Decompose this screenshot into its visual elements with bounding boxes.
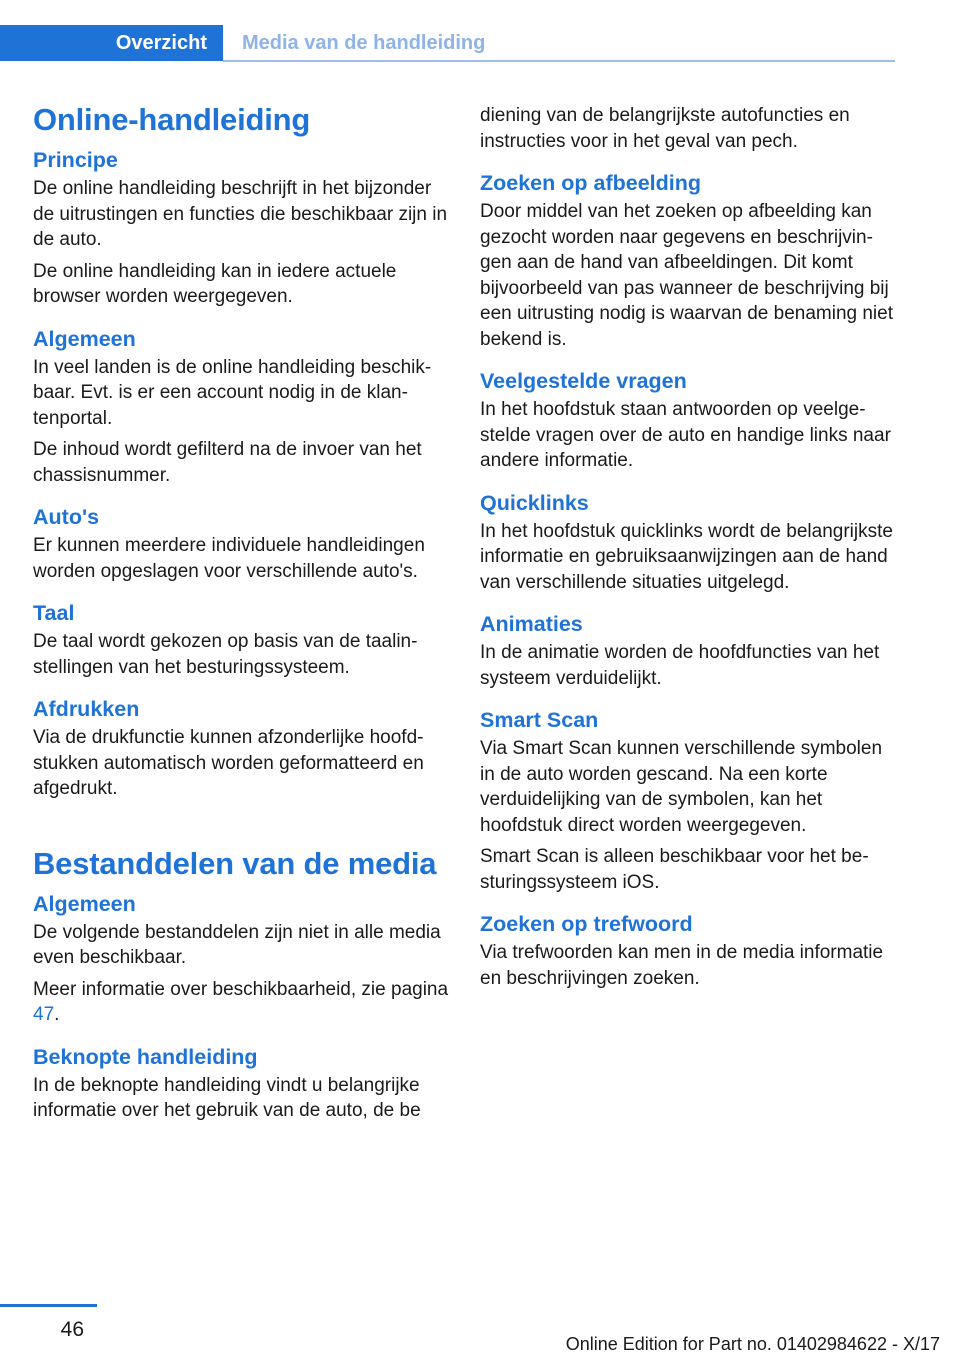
paragraph-zoeken-op-afbeelding: Door middel van het zoeken op afbeelding kan gezocht worden naar gegevens en beschrijvingen aan de hand van afbeeldingen. Dit komt bijvoorbeeld van pas wanneer de beschrijving bij een uitrusting nodig is waarvan de benaming niet bekend is. — [480, 201, 893, 350]
heading-smart-scan: Smart Scan — [480, 708, 599, 732]
heading-online-handleiding: Online-handleiding — [33, 102, 311, 137]
heading-algemeen-bestanddelen: Algemeen — [33, 891, 136, 916]
right-column — [480, 103, 896, 991]
page-number: 46 — [60, 1318, 84, 1341]
heading-taal: Taal — [33, 601, 75, 625]
header-divider — [223, 60, 895, 62]
paragraph-autos: Er kunnen meerdere individuele handleidingen worden opgeslagen voor verschillende auto's. — [33, 535, 425, 582]
page-reference-link[interactable]: 47 — [33, 1004, 55, 1025]
heading-principe: Principe — [33, 148, 118, 172]
paragraph-principe-1: De online handleiding beschrijft in het bijzonder de uitrustingen en functies die beschikbaar zijn in de auto. — [33, 178, 448, 250]
paragraph-quicklinks: In het hoofdstuk quicklinks wordt de belangrijkste informatie en gebruiksaanwijzingen aan de hand van verschillende situaties uitgelegd. — [480, 520, 893, 593]
paragraph-principe-2: De online handleiding kan in iedere actuele browser worden weergegeven. — [33, 260, 397, 307]
heading-zoeken-op-afbeelding: Zoeken op afbeelding — [480, 171, 701, 195]
heading-veelgestelde-vragen: Veelgestelde vragen — [480, 369, 687, 393]
heading-zoeken-op-trefwoord: Zoeken op trefwoord — [480, 912, 693, 936]
tab-overzicht[interactable]: Overzicht — [0, 25, 223, 61]
paragraph-animaties: In de animatie worden de hoofdfuncties van het systeem verduidelijkt. — [480, 642, 880, 689]
paragraph-algemeen-online-1: In veel landen is de online handleiding beschikbaar. Evt. is er een account nodig in de klantenportal. — [33, 356, 432, 429]
paragraph-beknopte-handleiding: In de beknopte handleiding vindt u belangrijke informatie over het gebruik van de auto, de be — [33, 1074, 421, 1121]
paragraph-algemeen-bestanddelen-2 — [33, 977, 449, 1028]
heading-beknopte-handleiding: Beknopte handleiding — [33, 1044, 258, 1069]
paragraph-smart-scan-1: Via Smart Scan kunnen verschillende symbolen in de auto worden gescand. Na een korte verduidelijking van de symbolen, kan het hoofdstuk direct worden weergegeven. — [480, 738, 883, 836]
heading-bestanddelen-van-de-media: Bestanddelen van de media — [33, 845, 437, 881]
heading-quicklinks: Quicklinks — [480, 490, 589, 515]
paragraph-beknopte-continued: diening van de belangrijkste autofuncties en instructies voor in het geval van pech. — [480, 105, 850, 152]
availability-text: Meer informatie over beschikbaarheid, zie pagina — [33, 978, 449, 1000]
paragraph-taal: De taal wordt gekozen op basis van de taalinstellingen van het besturingssysteem. — [33, 631, 418, 678]
heading-algemeen-online: Algemeen — [33, 326, 136, 351]
footer-divider — [0, 1304, 97, 1307]
left-column — [33, 98, 449, 1124]
paragraph-veelgestelde-vragen: In het hoofdstuk staan antwoorden op veelgestelde vragen over de auto en handige links naar andere informatie. — [480, 399, 891, 471]
chapter-header — [0, 25, 895, 62]
paragraph-algemeen-online-2: De inhoud wordt gefilterd na de invoer van het chassisnummer. — [33, 439, 422, 486]
paragraph-afdrukken: Via de drukfunctie kunnen afzonderlijke hoofdstukken automatisch worden geformatteerd en afgedrukt. — [33, 727, 424, 799]
edition-note: Online Edition for Part no. 01402984622 - X/17 — [565, 1334, 940, 1354]
heading-afdrukken: Afdrukken — [33, 697, 140, 721]
heading-autos: Auto's — [33, 505, 100, 529]
paragraph-algemeen-bestanddelen-1: De volgende bestanddelen zijn niet in alle media even beschikbaar. — [33, 921, 441, 968]
heading-animaties: Animaties — [480, 612, 583, 636]
tab-media-van-de-handleiding[interactable]: Media van de handleiding — [242, 31, 486, 54]
paragraph-smart-scan-2: Smart Scan is alleen beschikbaar voor het besturingssysteem iOS. — [480, 846, 869, 893]
period: . — [54, 1004, 60, 1025]
paragraph-zoeken-op-trefwoord: Via trefwoorden kan men in de media informatie en beschrijvingen zoeken. — [480, 942, 884, 989]
